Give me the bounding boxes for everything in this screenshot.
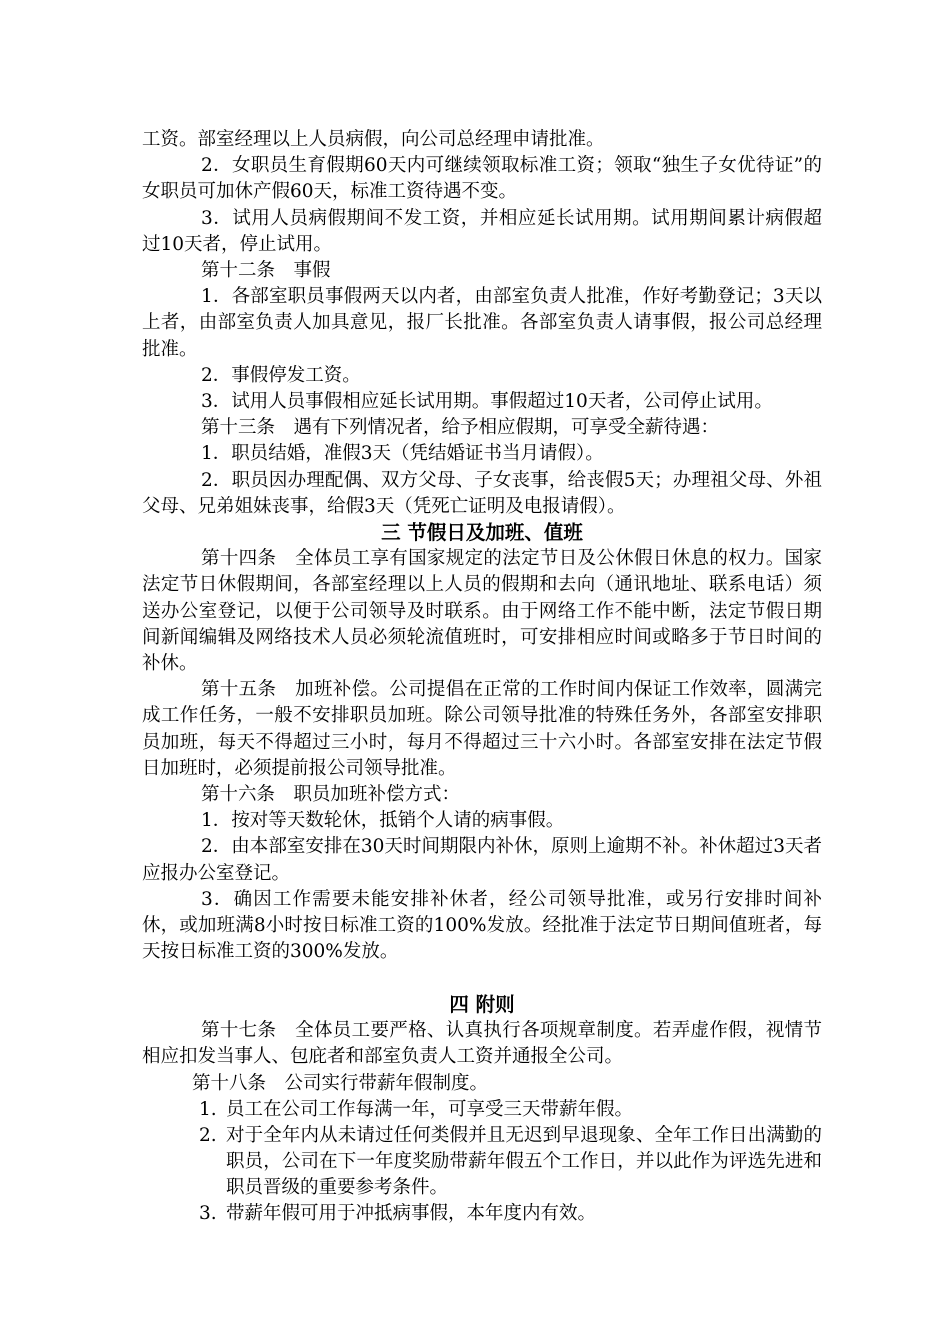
list-text: 员工在公司工作每满一年，可享受三天带薪年假。 — [226, 1099, 634, 1120]
list-item — [142, 1123, 822, 1201]
article-heading: 第十八条 公司实行带薪年假制度。 — [192, 1072, 489, 1094]
paragraph: 第十七条 全体员工要严格、认真执行各项规章制度。若弄虚作假，视情节相应扣发当事人、包庇者和部室负责人工资并通报全公司。 — [142, 1020, 822, 1068]
paragraph: 2．由本部室安排在30天时间期限内补休，原则上逾期不补。补休超过3天者应报办公室登记。 — [142, 836, 822, 884]
section-heading-3: 三 节假日及加班、值班 — [381, 521, 583, 545]
paragraph: 2．事假停发工资。 — [201, 364, 361, 386]
paragraph: 1．按对等天数轮休，抵销个人请的病事假。 — [201, 810, 565, 832]
list-number: 1. — [199, 1099, 217, 1120]
list-text: 带薪年假可用于冲抵病事假，本年度内有效。 — [226, 1203, 597, 1224]
list-number: 3. — [199, 1203, 217, 1224]
paragraph: 2．职员因办理配偶、双方父母、子女丧事，给丧假5天；办理祖父母、外祖父母、兄弟姐妹丧事，给假3天（凭死亡证明及电报请假）。 — [142, 469, 822, 517]
section-heading-4: 四 附则 — [449, 993, 515, 1016]
article-heading: 第十二条 事假 — [201, 260, 331, 282]
body-text-part-1 — [142, 127, 822, 966]
paragraph: 1．各部室职员事假两天以内者，由部室负责人批准，作好考勤登记；3天以上者，由部室负责人加具意见，报厂长批准。各部室负责人请事假，报公司总经理批准。 — [142, 286, 822, 360]
article-heading: 第十三条 遇有下列情况者，给予相应假期，可享受全薪待遇： — [201, 417, 720, 439]
list-text: 对于全年内从未请过任何类假并且无迟到早退现象、全年工作日出满勤的职员，公司在下一年度奖励带薪年假五个工作日，并以此作为评选先进和职员晋级的重要参考条件。 — [226, 1125, 822, 1198]
paragraph: 第十五条 加班补偿。公司提倡在正常的工作时间内保证工作效率，圆满完成工作任务，一般不安排职员加班。除公司领导批准的特殊任务外，各部室安排职员加班，每天不得超过三小时，每月不得超过三十六小时。各部室安排在法定节假日加班时，必须提前报公司领导批准。 — [142, 679, 822, 779]
list-item — [142, 1097, 822, 1123]
body-text-part-2 — [142, 992, 822, 1097]
paragraph: 工资。部室经理以上人员病假，向公司总经理申请批准。 — [142, 129, 605, 150]
article-heading: 第十六条 职员加班补偿方式： — [201, 784, 461, 806]
paragraph: 2．女职员生育假期60天内可继续领取标准工资；领取“独生子女优待证”的女职员可加休产假60天，标准工资待遇不变。 — [142, 155, 822, 203]
paragraph: 3．试用人员病假期间不发工资，并相应延长试用期。试用期间累计病假超过10天者，停止试用。 — [142, 207, 822, 255]
list-number: 2. — [199, 1125, 217, 1146]
paragraph: 3．确因工作需要未能安排补休者，经公司领导批准，或另行安排时间补休，或加班满8小时按日标准工资的100%发放。经批准于法定节日期间值班者，每天按日标准工资的300%发放。 — [142, 888, 822, 963]
annual-leave-list — [142, 1097, 822, 1227]
paragraph: 3．试用人员事假相应延长试用期。事假超过10天者，公司停止试用。 — [201, 391, 773, 413]
paragraph: 1．职员结婚，准假3天（凭结婚证书当月请假）。 — [201, 443, 604, 465]
list-item — [142, 1201, 822, 1227]
paragraph: 第十四条 全体员工享有国家规定的法定节日及公休假日休息的权力。国家法定节日休假期间，各部室经理以上人员的假期和去向（通讯地址、联系电话）须送办公室登记，以便于公司领导及时联系。由于网络工作不能中断，法定节假日期间新闻编辑及网络技术人员必须轮流值班时，可安排相应时间或略多于节日时间的补休。 — [142, 548, 822, 675]
